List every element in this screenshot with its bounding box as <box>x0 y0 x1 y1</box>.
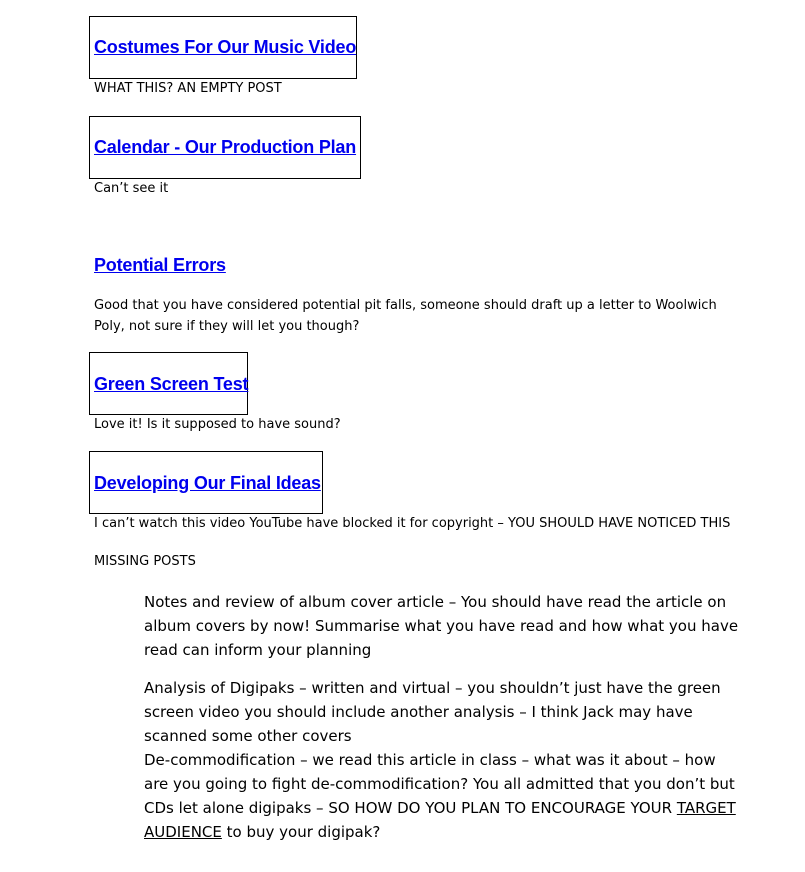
post-comment: Poly, not sure if they will let you though? <box>94 319 360 334</box>
post-title-link[interactable]: Potential Errors <box>94 255 226 275</box>
post-comment: I can’t watch this video YouTube have blocked it for copyright – YOU SHOULD HAVE NOTICED THIS <box>94 516 731 531</box>
post-title-link[interactable]: Developing Our Final Ideas <box>94 473 321 493</box>
decommodification-text: De-commodification – we read this article in class – what was it about – how are you going to fight de-commodification? You all admitted that you don’t but CDs let alone digipaks – SO HOW DO YOU PLAN TO ENCOURAGE YOUR <box>144 751 735 817</box>
post-title-link[interactable]: Green Screen Test <box>94 374 249 394</box>
target-audience-text: TARGET AUDIENCE <box>144 799 736 841</box>
missing-item-digipaks: Analysis of Digipaks – written and virtual – you shouldn’t just have the green screen video you should include another analysis – I think Jack may have scanned some other covers <box>144 679 721 745</box>
post-comment: Love it! Is it supposed to have sound? <box>94 417 341 432</box>
post-comment: Can’t see it <box>94 181 169 196</box>
post-comment: Good that you have considered potential pit falls, someone should draft up a letter to Woolwich <box>94 298 717 313</box>
post-comment: WHAT THIS? AN EMPTY POST <box>94 81 282 96</box>
post-title-link[interactable]: Costumes For Our Music Video <box>94 37 357 57</box>
post-title-link[interactable]: Calendar - Our Production Plan <box>94 137 357 157</box>
decommodification-text-end: to buy your digipak? <box>221 823 381 841</box>
missing-item-decommodification <box>144 748 744 844</box>
missing-posts-heading: MISSING POSTS <box>94 554 196 569</box>
missing-item-album-cover: Notes and review of album cover article – You should have read the article on album covers by now! Summarise what you have read and how what you have read can inform your planning <box>144 593 739 659</box>
